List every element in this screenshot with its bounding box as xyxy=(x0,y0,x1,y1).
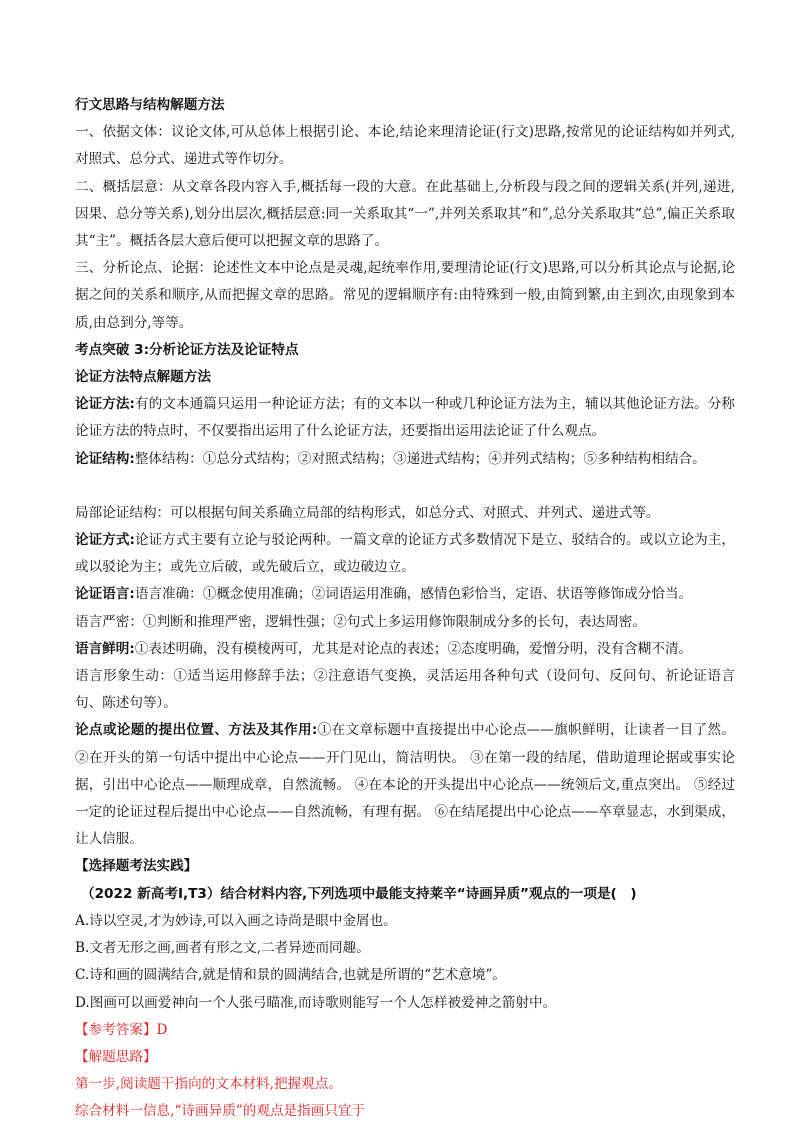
document-page xyxy=(75,92,735,1126)
arg-mode-label: 论证方式: xyxy=(75,532,135,549)
arg-language-text: 语言准确：①概念使用准确；②词语运用准确，感情色彩恰当，定语、状语等修饰成分恰当。 xyxy=(134,586,693,603)
paragraph-arg-language xyxy=(75,581,735,608)
language-clear-text: ①表述明确，没有模棱两可，尤其是对论点的表述；②态度明确，爱憎分明，没有含糊不清。 xyxy=(134,640,693,657)
answer-line: 【参考答案】D xyxy=(75,1021,168,1038)
paragraph-method-2: 二、概括层意：从文章各段内容入手,概括每一段的大意。在此基础上,分析段与段之间的逻辑关系(并列,递进,因果、总分等关系),划分出层次,概括层意:同一关系取其“一”,并列关系取其“和”,总分关系取其“总”,偏正关系取其“主”。概括各层大意后便可以把握文章的思路了。 xyxy=(75,178,735,250)
practice-heading: 【选择题考法实践】 xyxy=(75,858,198,875)
practice-question: （2022 新高考Ⅰ,T3）结合材料内容,下列选项中最能支持莱辛“诗画异质”观点的一项是( ) xyxy=(81,885,637,902)
option-b: B.文者无形之画,画者有形之文,二者异迹而同趣。 xyxy=(75,940,370,957)
analysis-heading: 【解题思路】 xyxy=(75,1048,157,1065)
paragraph-arg-structure xyxy=(75,446,735,473)
section-heading-argument: 论证方法特点解题方法 xyxy=(75,369,211,386)
paragraph-language-rigor: 语言严密：①判断和推理严密，逻辑性强；②句式上多运用修饰限制成分多的长句，表达周密。 xyxy=(75,613,646,630)
paragraph-language-clear xyxy=(75,636,735,663)
language-clear-label: 语言鲜明: xyxy=(75,640,135,657)
thesis-label: 论点或论题的提出位置、方法及其作用: xyxy=(75,722,318,739)
paragraph-method-3: 三、分析论点、论据：论述性文本中论点是灵魂,起统率作用,要理清论证(行文)思路,可以分析其论点与论据,论据之间的关系和顺序,从而把握文章的思路。常见的逻辑顺序有:由特殊到一般,由简到繁,由主到次,由现象到本质,由总到分,等等。 xyxy=(75,260,735,331)
paragraph-arg-method xyxy=(75,391,735,445)
analysis-step-1: 第一步,阅读题干指向的文本材料,把握观点。 xyxy=(75,1076,342,1093)
paragraph-method-1: 一、依据文体：议论文体,可从总体上根据引论、本论,结论来理清论证(行文)思路,按常见的论证结构如并列式,对照式、总分式、递进式等作切分。 xyxy=(75,124,735,168)
arg-structure-text: 整体结构：①总分式结构；②对照式结构；③递进式结构；④并列式结构；⑤多种结构相结合。 xyxy=(134,450,706,467)
arg-structure-label: 论证结构: xyxy=(75,450,135,467)
spacer xyxy=(75,473,735,500)
option-d: D.图画可以画爱神向一个人张弓瞄准,而诗歌则能写一个人怎样被爱神之箭射中。 xyxy=(75,994,557,1011)
section-heading-method: 行文思路与结构解题方法 xyxy=(75,97,225,113)
arg-method-text: 有的文本通篇只运用一种论证方法；有的文本以一种或几种论证方法为主，辅以其他论证方法。分称论证方法的特点时，不仅要指出运用了什么论证方法，还要指出运用法论证了什么观点。 xyxy=(75,396,735,440)
thesis-text: ①在文章标题中直接提出中心论点——旗帜鲜明，让读者一目了然。 ②在开头的第一句话中提出中心论点——开门见山，简洁明快。 ③在第一段的结尾，借助道理论据或事实论据，引出中心论点——顺理成章，自然流畅。 ④在本论的开头提出中心论点——统领后文,重点突出。 ⑤经过一定的论证过程后提出中心论点——自然流畅，有理有据。 ⑥在结尾提出中心论点——卒章显志，水到渠成，让人信服。 xyxy=(75,722,736,848)
option-c: C.诗和画的圆满结合,就是情和景的圆满结合,也就是所谓的“艺术意境”。 xyxy=(75,967,506,984)
section-heading-breakthrough: 考点突破 3:分析论证方法及论证特点 xyxy=(75,341,299,358)
arg-language-label: 论证语言: xyxy=(75,586,135,603)
analysis-step-1-detail: 综合材料一信息,“诗画异质”的观点是指画只宜于 xyxy=(75,1103,366,1120)
option-a: A.诗以空灵,才为妙诗,可以入画之诗尚是眼中金屑也。 xyxy=(75,912,397,929)
arg-method-label: 论证方法: xyxy=(75,396,135,413)
paragraph-arg-mode xyxy=(75,527,735,581)
paragraph-thesis xyxy=(75,717,735,853)
paragraph-local-structure: 局部论证结构：可以根据句间关系确立局部的结构形式，如总分式、对照式、并列式、递进式等。 xyxy=(75,504,660,521)
arg-mode-text: 论证方式主要有立论与驳论两种。一篇文章的论证方式多数情况下是立、驳结合的。或以立论为主，或以驳论为主；或先立后破，或先破后立，或边破边立。 xyxy=(75,532,735,576)
paragraph-language-vivid: 语言形象生动：①适当运用修辞手法；②注意语气变换，灵活运用各种句式（设问句、反问句、祈论证语言 句、陈述句等）。 xyxy=(75,668,735,712)
